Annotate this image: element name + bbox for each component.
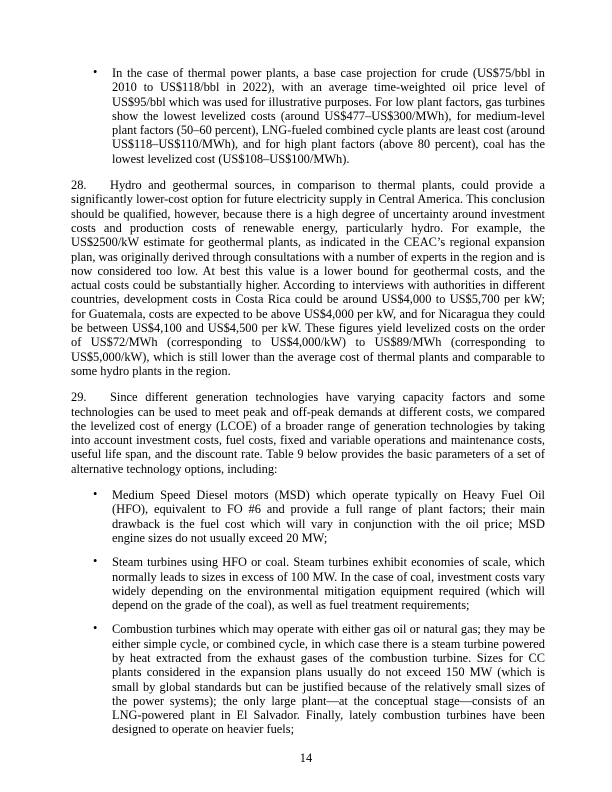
paragraph-text: Since different generation technologies have varying capacity factors and some technologies can be used to meet peak and off-peak demands at different costs, we compared the levelized cost of energy (LCOE) of a broader range of generation technologies by taking into account investment costs, fuel costs, fixed and variable operations and maintenance costs, useful life span, and the discount rate. Table 9 below provides the basic parameters of a set of alternative technology options, including: (71, 390, 545, 476)
bullet-text: Steam turbines using HFO or coal. Steam turbines exhibit economies of scale, which normally leads to sizes in excess of 100 MW. In the case of coal, investment costs vary widely depending on the environmental mitigation equipment required (which will depend on the grade of the coal), as well as fuel treatment requirements; (112, 555, 545, 613)
paragraph-29 (71, 390, 545, 476)
intro-bullet-list (71, 66, 545, 166)
bullet-text: In the case of thermal power plants, a base case projection for crude (US$75/bbl in 2010 to US$118/bbl in 2022), with an average time-weighted oil price level of US$95/bbl which was used for illustrative purposes. For low plant factors, gas turbines show the lowest levelized costs (around US$477–US$300/MWh), for medium-level plant factors (50–60 percent), LNG-fueled combined cycle plants are least cost (around US$118–US$110/MWh), and for high plant factors (above 80 percent), coal has the lowest levelized cost (US$108–US$100/MWh). (112, 66, 545, 166)
technology-bullet-list (71, 488, 545, 737)
list-item (71, 555, 545, 612)
paragraph-number: 29. (71, 390, 87, 405)
bullet-text: Medium Speed Diesel motors (MSD) which operate typically on Heavy Fuel Oil (HFO), equivalent to FO #6 and provide a full range of plant factors; their main drawback is the fuel cost which will vary in conjunction with the oil price; MSD engine sizes do not usually exceed 20 MW; (112, 488, 545, 545)
page-content (71, 66, 545, 737)
bullet-text: Combustion turbines which may operate with either gas oil or natural gas; they may be either simple cycle, or combined cycle, in which case there is a steam turbine powered by heat extracted from the exhaust gases of the combustion turbine. Sizes for CC plants considered in the expansion plans usually do not exceed 150 MW (which is small by global standards but can be justified because of the relatively small sizes of the power systems); the only large plant—at the conceptual stage—consists of an LNG-powered plant in El Salvador. Finally, lately combustion turbines have been designed to operate on heavier fuels; (112, 622, 545, 737)
paragraph-text: Hydro and geothermal sources, in comparison to thermal plants, could provide a significantly lower-cost option for future electricity supply in Central America. This conclusion should be qualified, however, because there is a high degree of uncertainty around investment costs and production costs of renewable energy, particularly hydro. For example, the US$2500/kW estimate for geothermal plants, as indicated in the CEAC’s regional expansion plan, was originally derived through consultations with a number of experts in the region and is now considered too low. At best this value is a lower bound for geothermal costs, and the actual costs could be substantially higher. According to interviews with authorities in different countries, development costs in Costa Rica could be around US$4,000 to US$5,700 per kW; for Guatemala, costs are expected to be above US$4,000 per kW, and for Nicaragua they could be between US$4,100 and US$4,500 per kW. These figures yield levelized costs on the order of US$72/MWh (corresponding to US$4,000/kW) to US$89/MWh (corresponding to US$5,000/kW), which is still lower than the average cost of thermal plants and comparable to some hydro plants in the region. (71, 178, 545, 378)
list-item (71, 66, 545, 166)
paragraph-number: 28. (71, 178, 87, 193)
bullet-icon: • (93, 554, 98, 569)
bullet-icon: • (93, 621, 98, 636)
bullet-icon: • (93, 65, 98, 79)
paragraph-28 (71, 178, 545, 378)
page-number: 14 (299, 751, 313, 765)
bullet-icon: • (93, 487, 98, 502)
list-item (71, 622, 545, 736)
list-item (71, 488, 545, 545)
